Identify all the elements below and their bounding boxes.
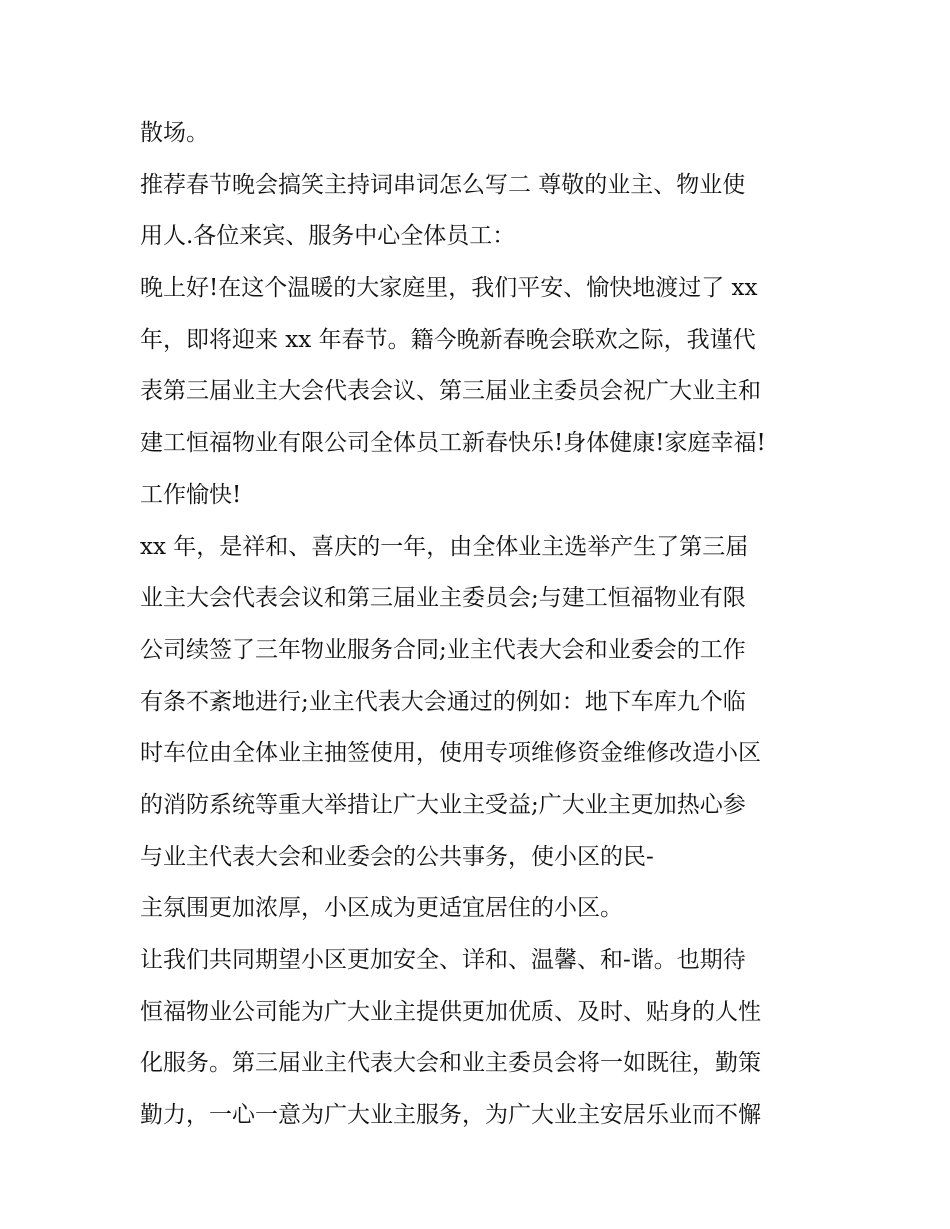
document-body [140,108,830,1142]
text-line: 表第三届业主大会代表会议、第三届业主委员会祝广大业主和 [140,378,761,405]
text-line: 工作愉快! [140,481,242,508]
text-line: 散场。 [140,120,209,146]
text-line: 晚上好!在这个温暖的大家庭里，我们平安、愉快地渡过了 xx [140,275,758,302]
text-line: xx 年，是祥和、喜庆的一年，由全体业主选举产生了第三届 [140,533,749,560]
text-line: 恒福物业公司能为广大业主提供更加优质、及时、贴身的人性 [140,998,761,1025]
text-line: 用人.各位来宾、服务中心全体员工： [140,223,516,250]
text-line: 的消防系统等重大举措让广大业主受益;广大业主更加热心参 [140,791,746,818]
text-line: 年，即将迎来 xx 年春节。籍今晚新春晚会联欢之际，我谨代 [140,326,756,353]
text-line: 业主大会代表会议和第三届业主委员会;与建工恒福物业有限 [140,585,746,612]
text-line: 主氛围更加浓厚，小区成为更适宜居住的小区。 [140,895,623,922]
text-line: 公司续签了三年物业服务合同;业主代表大会和业委会的工作 [140,636,746,663]
text-line: 化服务。第三届业主代表大会和业主委员会将一如既往，勤策 [140,1050,761,1077]
text-line: 时车位由全体业主抽签使用，使用专项维修资金维修改造小区 [140,740,761,767]
text-line: 有条不紊地进行;业主代表大会通过的例如：地下车库九个临 [140,688,746,715]
text-line: 让我们共同期望小区更加安全、详和、温馨、和-谐。也期待 [140,947,746,973]
text-line: 建工恒福物业有限公司全体员工新春快乐!身体健康!家庭幸福! [140,430,766,457]
text-line: 勤力，一心一意为广大业主服务，为广大业主安居乐业而不懈 [140,1102,761,1129]
text-line: 推荐春节晚会搞笑主持词串词怎么写二 尊敬的业主、物业使 [140,171,746,198]
text-line: 与业主代表大会和业委会的公共事务，使小区的民- [140,843,654,870]
